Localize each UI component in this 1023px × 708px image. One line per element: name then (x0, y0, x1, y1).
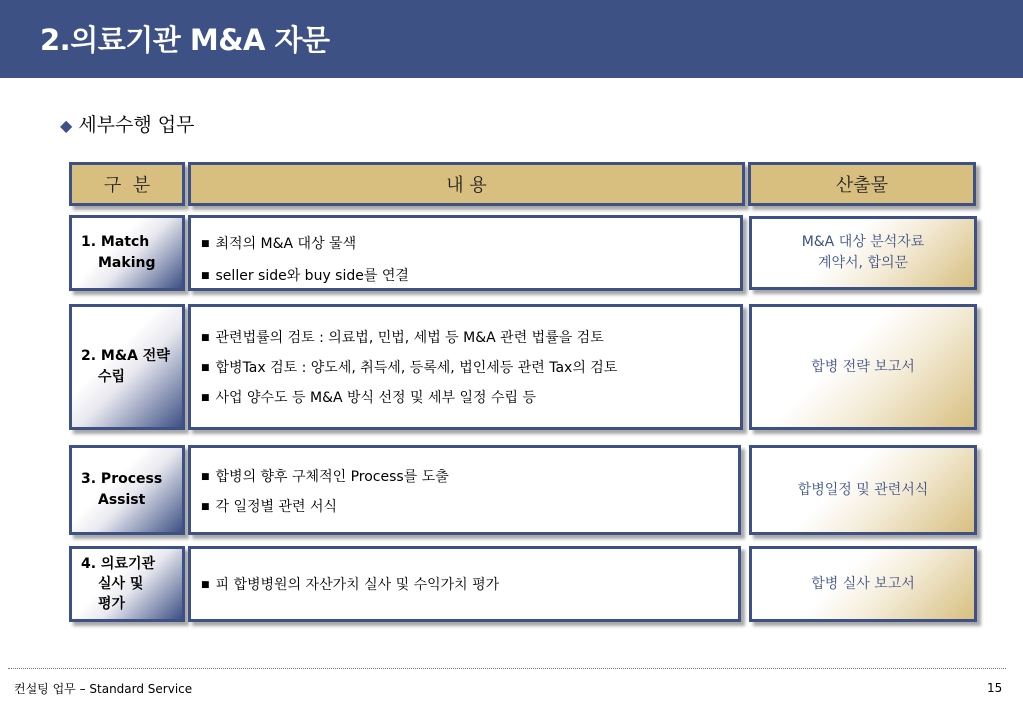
row-output-due-diligence: 합병 실사 보고서 (749, 546, 977, 622)
list-item: ■ seller side와 buy side를 연결 (201, 268, 409, 284)
footer-divider (8, 668, 1006, 669)
header-category: 구 분 (69, 162, 185, 206)
row-content-match-making (188, 215, 743, 291)
row-category-process-assist: 3. Process Assist (69, 445, 185, 535)
page-number: 15 (987, 681, 1003, 695)
row-content-ma-strategy (188, 304, 743, 430)
list-item: ■ 사업 양수도 등 M&A 방식 선정 및 세부 일정 수립 등 (201, 390, 537, 406)
list-item: ■ 관련법률의 검토 : 의료법, 민법, 세법 등 M&A 관련 법률을 검토 (201, 330, 604, 346)
list-item: ■ 최적의 M&A 대상 물색 (201, 236, 357, 252)
header-content: 내 용 (188, 162, 745, 206)
row-output-match-making: M&A 대상 분석자료 계약서, 합의문 (749, 216, 977, 290)
row-output-process-assist: 합병일정 및 관련서식 (749, 445, 977, 535)
row-content-due-diligence (188, 546, 741, 622)
header-output: 산출물 (748, 162, 976, 206)
row-category-ma-strategy: 2. M&A 전략 수립 (69, 304, 185, 430)
list-item: ■ 합병Tax 검토 : 양도세, 취득세, 등록세, 법인세등 관련 Tax의 검토 (201, 360, 618, 376)
list-item: ■ 피 합병병원의 자산가치 실사 및 수익가치 평가 (201, 577, 500, 593)
list-item: ■ 합병의 향후 구체적인 Process를 도출 (201, 469, 449, 485)
section-title-text: 세부수행 업무 (78, 114, 195, 136)
list-item: ■ 각 일정별 관련 서식 (201, 499, 338, 515)
footer-label: 컨설팅 업무 – Standard Service (14, 682, 193, 696)
diamond-bullet-icon: ◆ (60, 116, 73, 135)
section-title (60, 110, 194, 137)
row-output-ma-strategy: 합병 전략 보고서 (749, 304, 977, 430)
page-title: 2.의료기관 M&A 자문 (40, 23, 330, 57)
row-content-process-assist (188, 445, 741, 535)
row-category-match-making: 1. Match Making (69, 215, 185, 291)
row-category-due-diligence: 4. 의료기관 실사 및 평가 (69, 546, 185, 622)
